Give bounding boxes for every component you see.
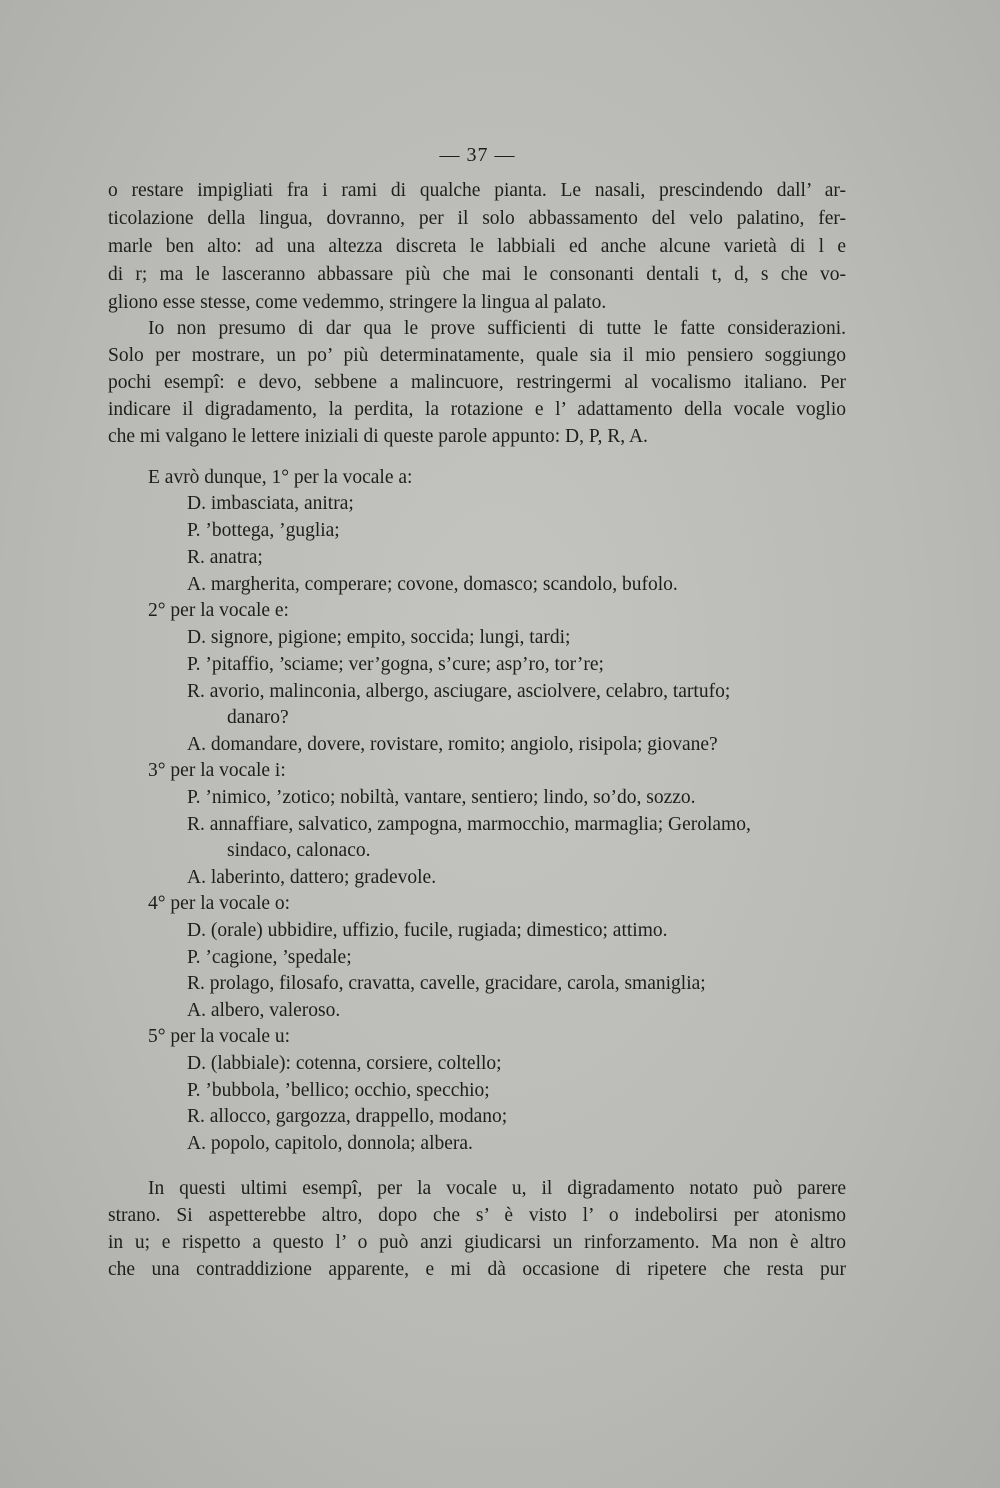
text-line: Io non presumo di dar qua le prove sufficienti di tutte le fatte considerazioni.	[148, 318, 846, 339]
example-item-continuation: danaro?	[227, 707, 289, 728]
example-item-continuation: sindaco, calonaco.	[227, 840, 371, 861]
example-item: R. anatra;	[187, 547, 263, 568]
text-line: o restare impigliati fra i rami di qualche pianta. Le nasali, prescindendo dall’ ar-	[108, 180, 846, 201]
example-item: A. domandare, dovere, rovistare, romito; angiolo, risipola; giovane?	[187, 734, 718, 755]
example-item: R. allocco, gargozza, drappello, modano;	[187, 1106, 508, 1127]
text-line: gliono esse stesse, come vedemmo, stringere la lingua al palato.	[108, 292, 607, 313]
text-line: che una contraddizione apparente, e mi dà occasione di ripetere che resta pur	[108, 1259, 846, 1280]
example-item: A. margherita, comperare; covone, domasco; scandolo, bufolo.	[187, 574, 678, 595]
example-heading: 3° per la vocale i:	[148, 760, 286, 781]
text-line: marle ben alto: ad una altezza discreta le labbiali ed anche alcune varietà di l e	[108, 236, 846, 257]
example-item: D. (orale) ubbidire, uffizio, fucile, rugiada; dimestico; attimo.	[187, 920, 668, 941]
example-item: R. annaffiare, salvatico, zampogna, marmocchio, marmaglia; Gerolamo,	[187, 814, 751, 835]
example-heading: 4° per la vocale o:	[148, 893, 291, 914]
page-number: — 37 —	[439, 144, 516, 166]
example-intro: E avrò dunque, 1° per la vocale a:	[148, 467, 413, 488]
text-line: In questi ultimi esempî, per la vocale u, il digradamento notato può parere	[148, 1178, 846, 1199]
text-line: indicare il digradamento, la perdita, la rotazione e l’ adattamento della vocale voglio	[108, 399, 846, 420]
text-line: ticolazione della lingua, dovranno, per il solo abbassamento del velo palatino, fer-	[108, 208, 846, 229]
text-line: di r; ma le lasceranno abbassare più che mai le consonanti dentali t, d, s che vo-	[108, 264, 846, 285]
example-item: D. signore, pigione; empito, soccida; lungi, tardi;	[187, 627, 571, 648]
example-item: D. (labbiale): cotenna, corsiere, coltello;	[187, 1053, 502, 1074]
example-heading: 5° per la vocale u:	[148, 1026, 291, 1047]
example-item: R. prolago, filosafo, cravatta, cavelle, gracidare, carola, smaniglia;	[187, 973, 706, 994]
example-item: A. popolo, capitolo, donnola; albera.	[187, 1133, 473, 1154]
example-item: P. ’nimico, ’zotico; nobiltà, vantare, sentiero; lindo, so’do, sozzo.	[187, 787, 696, 808]
text-line: pochi esempî: e devo, sebbene a malincuore, restringermi al vocalismo italiano. Per	[108, 372, 846, 393]
text-line: che mi valgano le lettere iniziali di queste parole appunto: D, P, R, A.	[108, 426, 648, 447]
example-item: P. ’pitaffio, ’sciame; ver’gogna, s’cure; asp’ro, tor’re;	[187, 654, 604, 675]
text-line: strano. Si aspetterebbe altro, dopo che s’ è visto l’ o indebolirsi per atonismo	[108, 1205, 846, 1226]
example-item: P. ’cagione, ’spedale;	[187, 947, 352, 968]
example-item: R. avorio, malinconia, albergo, asciugare, asciolvere, celabro, tartufo;	[187, 681, 731, 702]
example-item: P. ’bottega, ’guglia;	[187, 520, 340, 541]
text-line: Solo per mostrare, un po’ più determinatamente, quale sia il mio pensiero soggiungo	[108, 345, 846, 366]
example-item: A. albero, valeroso.	[187, 1000, 341, 1021]
text-line: in u; e rispetto a questo l’ o può anzi giudicarsi un rinforzamento. Ma non è altro	[108, 1232, 846, 1253]
example-item: P. ’bubbola, ’bellico; occhio, specchio;	[187, 1080, 490, 1101]
example-heading: 2° per la vocale e:	[148, 600, 289, 621]
example-item: D. imbasciata, anitra;	[187, 493, 354, 514]
example-item: A. laberinto, dattero; gradevole.	[187, 867, 437, 888]
